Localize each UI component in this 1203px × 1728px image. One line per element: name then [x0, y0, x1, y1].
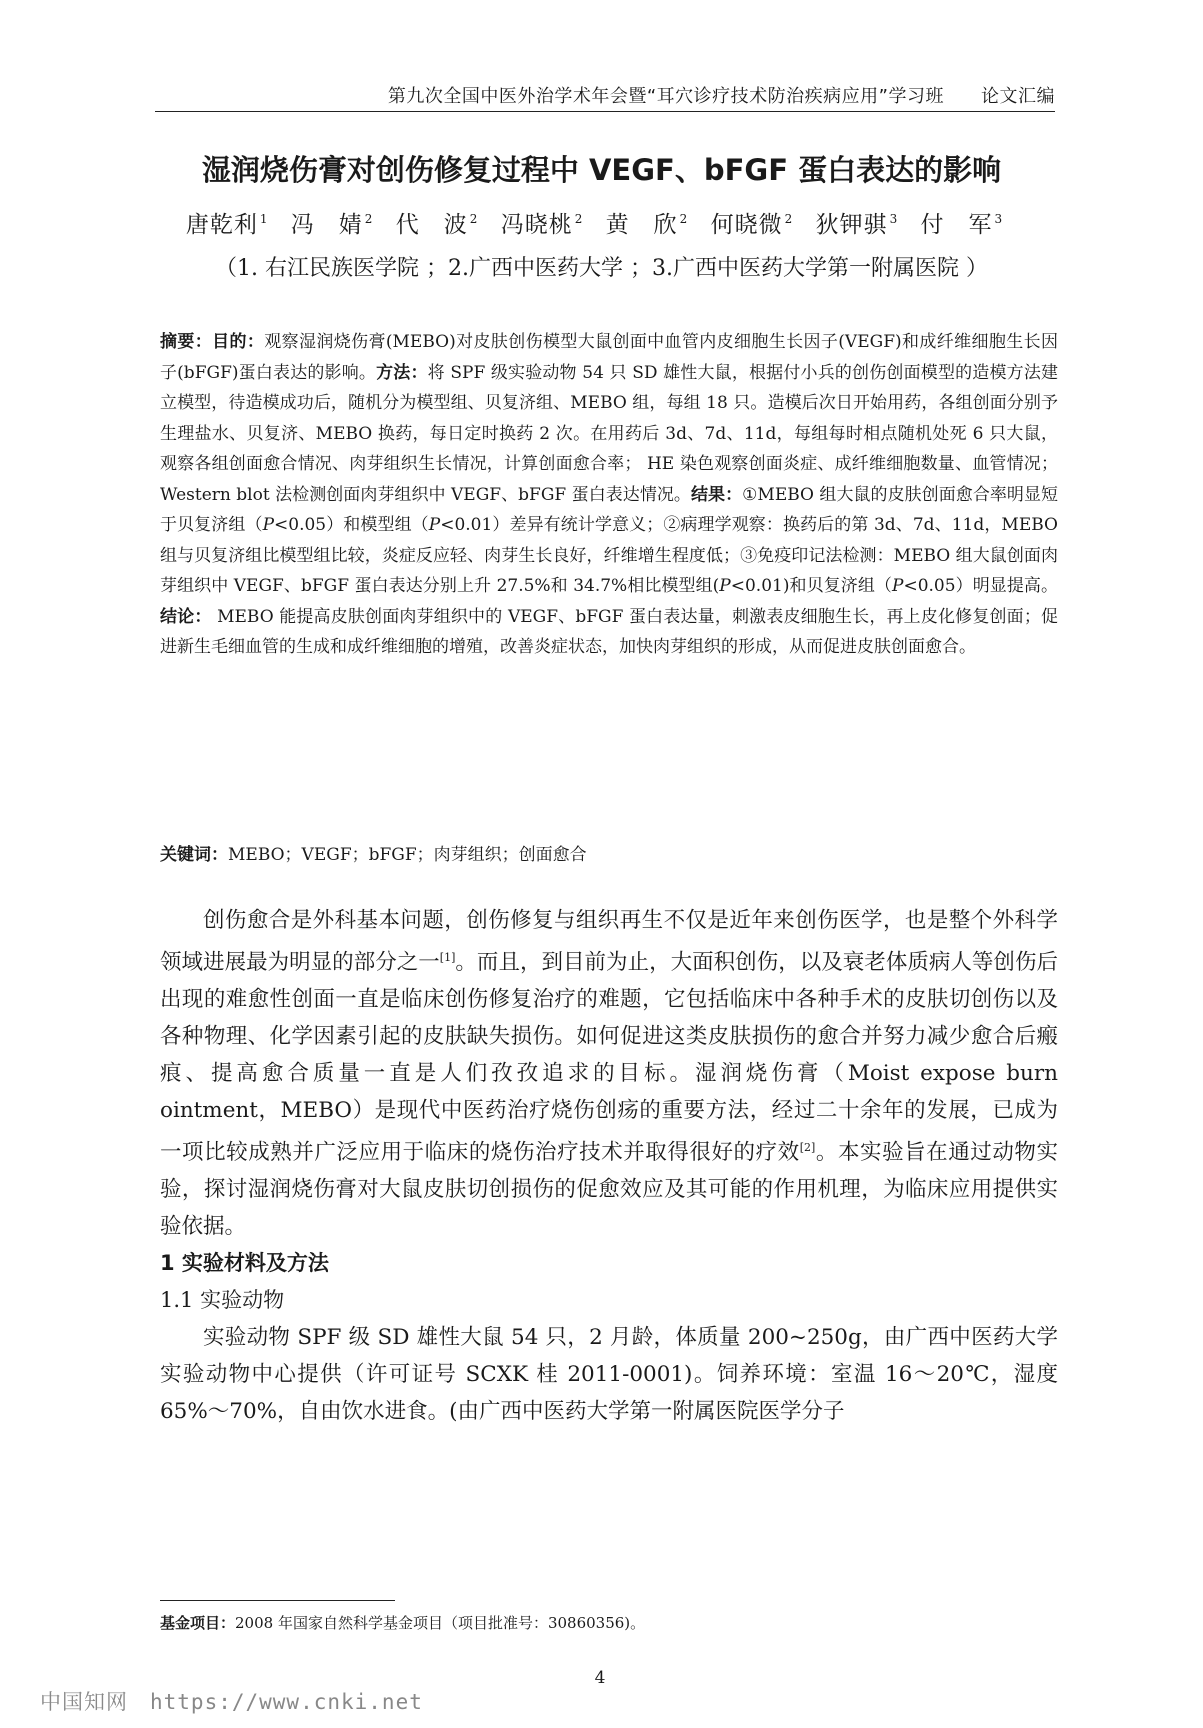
conclusion-label: 结论： — [160, 606, 212, 627]
author-affiliation-mark: 2 — [679, 212, 689, 227]
author-affiliation-mark: 2 — [364, 212, 374, 227]
watermark: 中国知网 https://www.cnki.net — [40, 1690, 423, 1714]
author-affiliation-mark: 3 — [889, 212, 899, 227]
paragraph: 实验动物 SPF 级 SD 雄性大鼠 54 只，2 月龄，体质量 200~250g，由广西中医药大学实验动物中心提供（许可证号 SCXK 桂 2011-0001)。饲养环境：室温 16～20℃，湿度 65%～70%，自由饮水进食。(由广西中医药大学第一附属医院医学分子 — [160, 1325, 1058, 1425]
keywords-text: MEBO；VEGF；bFGF；肉芽组织；创面愈合 — [228, 845, 587, 865]
paragraph-text: 。而且，到目前为止，大面积创伤，以及衰老体质病人等创伤后出现的难愈性创面一直是临床创伤修复治疗的难题，它包括临床中各种手术的皮肤切创伤以及各种物理、化学因素引起的皮肤缺失损伤。如何促进这类皮肤损伤的愈合并努力减少愈合后瘢痕、提高愈合质量一直是人们孜孜追求的目标。湿润烧伤膏（Moist expose burn ointment，MEBO）是现代中医药治疗烧伤创疡的重要方法，经过二十余年的发展，已成为一项比较成熟并广泛应用于临床的烧伤治疗技术并取得很好的疗效 — [160, 950, 1058, 1166]
author-affiliation-mark: 1 — [259, 212, 269, 227]
affiliations: （1. 右江民族医学院 ；2.广西中医药大学 ；3.广西中医药大学第一附属医院 ） — [215, 256, 988, 281]
paragraph — [160, 902, 1058, 1245]
abstract-label: 摘要： — [160, 332, 213, 352]
subsection-heading: 1.1 实验动物 — [160, 1288, 285, 1313]
author-name: 冯晓桃 — [500, 212, 573, 238]
methods-text: 将 SPF 级实验动物 54 只 SD 雄性大鼠，根据付小兵的创伤创面模型的造模方法建立模型，待造模成功后，随机分为模型组、贝复济组、MEBO 组，每组 18 只。造模后次日开始用药，各组创面分别予生理盐水、贝复济、MEBO 换药，每日定时换药 2 次。在用药后 3d、7d、11d，每组每时相点随机处死 6 只大鼠，观察各组创面愈合情况、肉芽组织生长情况，计算创面愈合率； HE 染色观察创面炎症、成纤维细胞数量、血管情况； Western blot 法检测创面肉芽组织中 VEGF、bFGF 蛋白表达情况。 — [160, 362, 1058, 505]
author-name: 唐乾利 — [185, 212, 258, 238]
conclusion-text: MEBO 能提高皮肤创面肉芽组织中的 VEGF、bFGF 蛋白表达量，刺激表皮细胞生长，再上皮化修复创面；促进新生毛细血管的生成和成纤维细胞的增殖，改善炎症状态，加快肉芽组织的形成，从而促进皮肤创面愈合。 — [160, 606, 1059, 657]
section-heading: 1 实验材料及方法 — [160, 1251, 329, 1276]
results-text: <0.05）明显提高。 — [903, 576, 1058, 596]
footnote — [160, 1612, 1058, 1633]
results-text: <0.01)和贝复济组（ — [730, 576, 892, 596]
paragraph-text: 创伤愈合是外科基本问题，创伤修复与组织再生不仅是近年来创伤医学，也是整个外科学领域进展最为明显的部分之一 — [160, 908, 1058, 976]
author-affiliation-mark: 2 — [469, 212, 479, 227]
objective-text: 观察湿润烧伤膏(MEBO)对皮肤创伤模型大鼠创面中血管内皮细胞生长因子(VEGF)和成纤维细胞生长因子(bFGF)蛋白表达的影响。 — [160, 332, 1058, 383]
p-value-symbol: P — [428, 515, 441, 535]
p-value-symbol: P — [719, 576, 731, 596]
body-text — [160, 902, 1058, 1430]
author-affiliation-mark: 3 — [994, 212, 1004, 227]
keywords — [160, 840, 1058, 870]
results-text: ①MEBO 组大鼠的皮肤创面愈合率明显短于贝复济组（ — [160, 484, 1058, 535]
abstract — [160, 327, 1058, 663]
objective-label: 目的： — [212, 332, 265, 352]
author-name: 冯 婧 — [290, 212, 363, 238]
page-number: 4 — [594, 1668, 606, 1688]
author-affiliation-mark: 2 — [784, 212, 794, 227]
author-affiliation-mark: 2 — [574, 212, 584, 227]
running-header: 第九次全国中医外治学术年会暨“耳穴诊疗技术防治疾病应用”学习班 论文汇编 — [387, 86, 1055, 107]
keywords-label: 关键词： — [160, 845, 228, 865]
paragraph-text: 。本实验旨在通过动物实验，探讨湿润烧伤膏对大鼠皮肤切创损伤的促愈效应及其可能的作用机理，为临床应用提供实验依据。 — [160, 1140, 1058, 1240]
author-name: 代 波 — [395, 212, 468, 238]
results-text: <0.05）和模型组（ — [274, 515, 429, 535]
p-value-symbol: P — [262, 515, 275, 535]
paper-title: 湿润烧伤膏对创伤修复过程中 VEGF、bFGF 蛋白表达的影响 — [201, 153, 1002, 187]
author-name: 狄钾骐 — [815, 212, 888, 238]
footnote-rule — [160, 1600, 395, 1601]
author-name: 黄 欣 — [605, 212, 678, 238]
p-value-symbol: P — [892, 576, 904, 596]
author-list — [60, 206, 1143, 239]
results-text: <0.01）差异有统计学意义；②病理学观察：换药后的第 3d、7d、11d，MEBO 组与贝复济组比模型组比较，炎症反应轻、肉芽生长良好，纤维增生程度低；③免疫印记法检测：MEBO 组大鼠创面肉芽组织中 VEGF、bFGF 蛋白表达分别上升 27.5%和 34.7%相比模型组( — [160, 515, 1058, 596]
footnote-label: 基金项目： — [160, 1614, 236, 1632]
results-label: 结果： — [690, 484, 743, 505]
methods-label: 方法： — [376, 362, 428, 383]
author-name: 何晓微 — [710, 212, 783, 238]
citation: [2] — [799, 1141, 816, 1155]
citation: [1] — [439, 951, 456, 964]
header-rule — [155, 111, 1055, 112]
author-name: 付 军 — [920, 212, 993, 238]
footnote-text: 2008 年国家自然科学基金项目（项目批准号：30860356)。 — [235, 1614, 646, 1632]
